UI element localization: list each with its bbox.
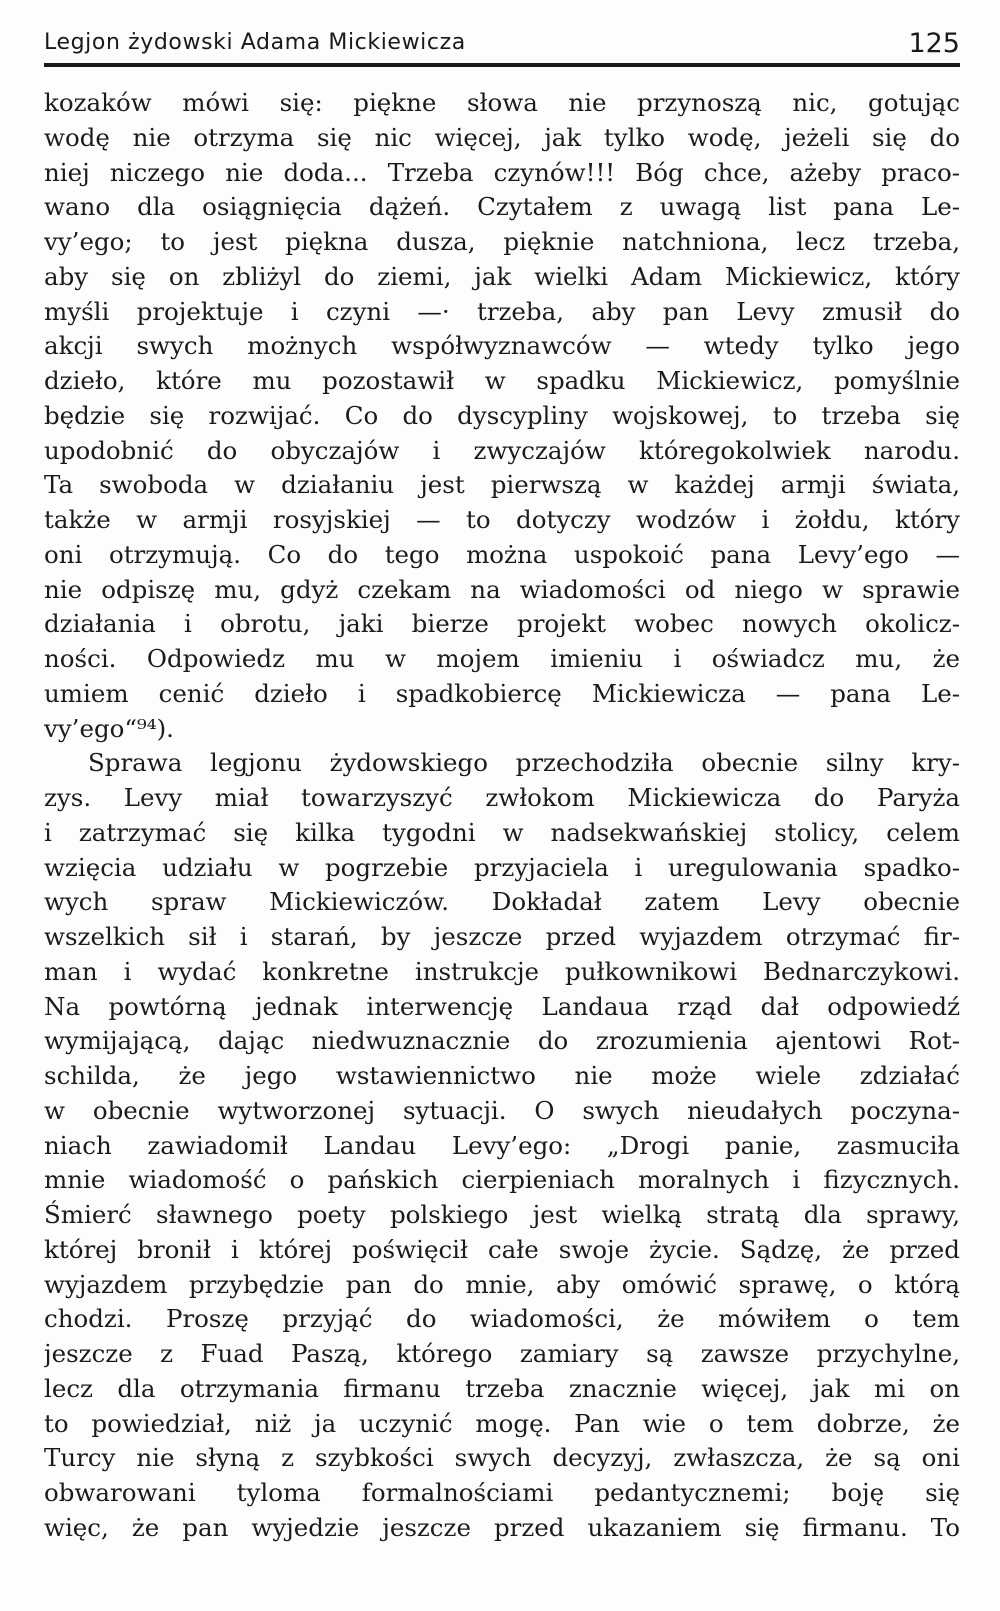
text-line: wodę nie otrzyma się nic więcej, jak tylko wodę, jeżeli się do [44, 122, 960, 152]
running-title: Legjon żydowski Adama Mickiewicza [44, 30, 466, 55]
text-line: dzieło, które mu pozostawił w spadku Mickiewicz, pomyślnie [44, 366, 960, 395]
text-line: także w armji rosyjskiej — to dotyczy wodzów i żołdu, który [44, 505, 960, 534]
text-line: Sprawa legjonu żydowskiego przechodziła obecnie silny kry- [88, 748, 960, 778]
text-line: to powiedział, niż ja uczynić mogę. Pan wie o tem dobrze, że [44, 1408, 960, 1438]
running-head [44, 28, 960, 62]
text-line: niej niczego nie doda... Trzeba czynów!!! Bóg chce, ażeby praco- [44, 157, 960, 187]
text-line: myśli projektuje i czyni —· trzeba, aby pan Levy zmusił do [44, 296, 960, 326]
text-line: akcji swych możnych współwyznawców — wtedy tylko jego [44, 331, 960, 361]
text-line: działania i obrotu, jaki bierze projekt wobec nowych okolicz- [44, 609, 960, 639]
text-line: więc, że pan wyjedzie jeszcze przed ukazaniem się firmanu. To [44, 1512, 960, 1542]
text-line: lecz dla otrzymania firmanu trzeba znacznie więcej, jak mi on [44, 1373, 960, 1403]
text-line: upodobnić do obyczajów i zwyczajów któregokolwiek narodu. [44, 435, 960, 465]
text-line: ności. Odpowiedz mu w mojem imieniu i oświadcz mu, że [44, 644, 960, 673]
text-line: w obecnie wytworzonej sytuacji. O swych nieudałych poczyna- [44, 1095, 960, 1125]
text-line: chodzi. Proszę przyjąć do wiadomości, że mówiłem o tem [44, 1304, 960, 1334]
text-line: której bronił i której poświęcił całe swoje życie. Sądzę, że przed [44, 1234, 960, 1264]
text-line: wszelkich sił i starań, by jeszcze przed wyjazdem otrzymać fir- [44, 922, 960, 951]
text-line: będzie się rozwijać. Co do dyscypliny wojskowej, to trzeba się [44, 400, 960, 430]
page-number: 125 [908, 28, 960, 59]
text-line: vy’ego; to jest piękna dusza, pięknie natchniona, lecz trzeba, [44, 227, 960, 256]
text-line: Na powtórną jednak interwencję Landaua rząd dał odpowiedź [44, 991, 960, 1021]
text-line: zys. Levy miał towarzyszyć zwłokom Mickiewicza do Paryża [44, 783, 960, 812]
text-line: Ta swoboda w działaniu jest pierwszą w każdej armji świata, [44, 470, 960, 500]
text-line: Turcy nie słyną z szybkości swych decyzyj, zwłaszcza, że są oni [44, 1443, 960, 1473]
text-line: Śmierć sławnego poety polskiego jest wielką stratą dla sprawy, [44, 1200, 960, 1229]
text-line: mnie wiadomość o pańskich cierpieniach moralnych i fizycznych. [44, 1165, 960, 1195]
text-line: umiem cenić dzieło i spadkobiercę Mickiewicza — pana Le- [44, 678, 960, 708]
text-line: oni otrzymują. Co do tego można uspokoić pana Levy’ego — [44, 539, 960, 569]
paragraph-2 [44, 746, 960, 1545]
text-line: nie odpiszę mu, gdyż czekam na wiadomości od niego w sprawie [44, 574, 960, 604]
text-line: niach zawiadomił Landau Levy’ego: „Drogi panie, zasmuciła [44, 1130, 960, 1160]
text-line: man i wydać konkretne instrukcje pułkownikowi Bednarczykowi. [44, 956, 960, 986]
text-line: wymijającą, dając niedwuznacznie do zrozumienia ajentowi Rot- [44, 1026, 960, 1056]
text-line: obwarowani tyloma formalnościami pedantycznemi; boję się [44, 1478, 960, 1507]
paragraph-1 [44, 86, 960, 746]
text-line: wano dla osiągnięcia dążeń. Czytałem z uwagą list pana Le- [44, 192, 960, 222]
text-line: wyjazdem przybędzie pan do mnie, aby omówić sprawę, o którą [44, 1269, 960, 1299]
text-line: jeszcze z Fuad Paszą, którego zamiary są zawsze przychylne, [44, 1339, 960, 1368]
body-text [44, 86, 960, 1546]
text-line: vy’ego“⁹⁴). [44, 713, 174, 743]
text-line: schilda, że jego wstawiennictwo nie może wiele zdziałać [44, 1061, 960, 1090]
text-line: kozaków mówi się: piękne słowa nie przynoszą nic, gotując [44, 88, 960, 117]
text-line: wzięcia udziału w pogrzebie przyjaciela i uregulowania spadko- [44, 852, 960, 882]
header-rule [44, 63, 960, 67]
text-line: aby się on zbliżyl do ziemi, jak wielki Adam Mickiewicz, który [44, 261, 960, 291]
text-line: wych spraw Mickiewiczów. Dokładał zatem Levy obecnie [44, 887, 960, 917]
text-line: i zatrzymać się kilka tygodni w nadsekwańskiej stolicy, celem [44, 817, 960, 847]
